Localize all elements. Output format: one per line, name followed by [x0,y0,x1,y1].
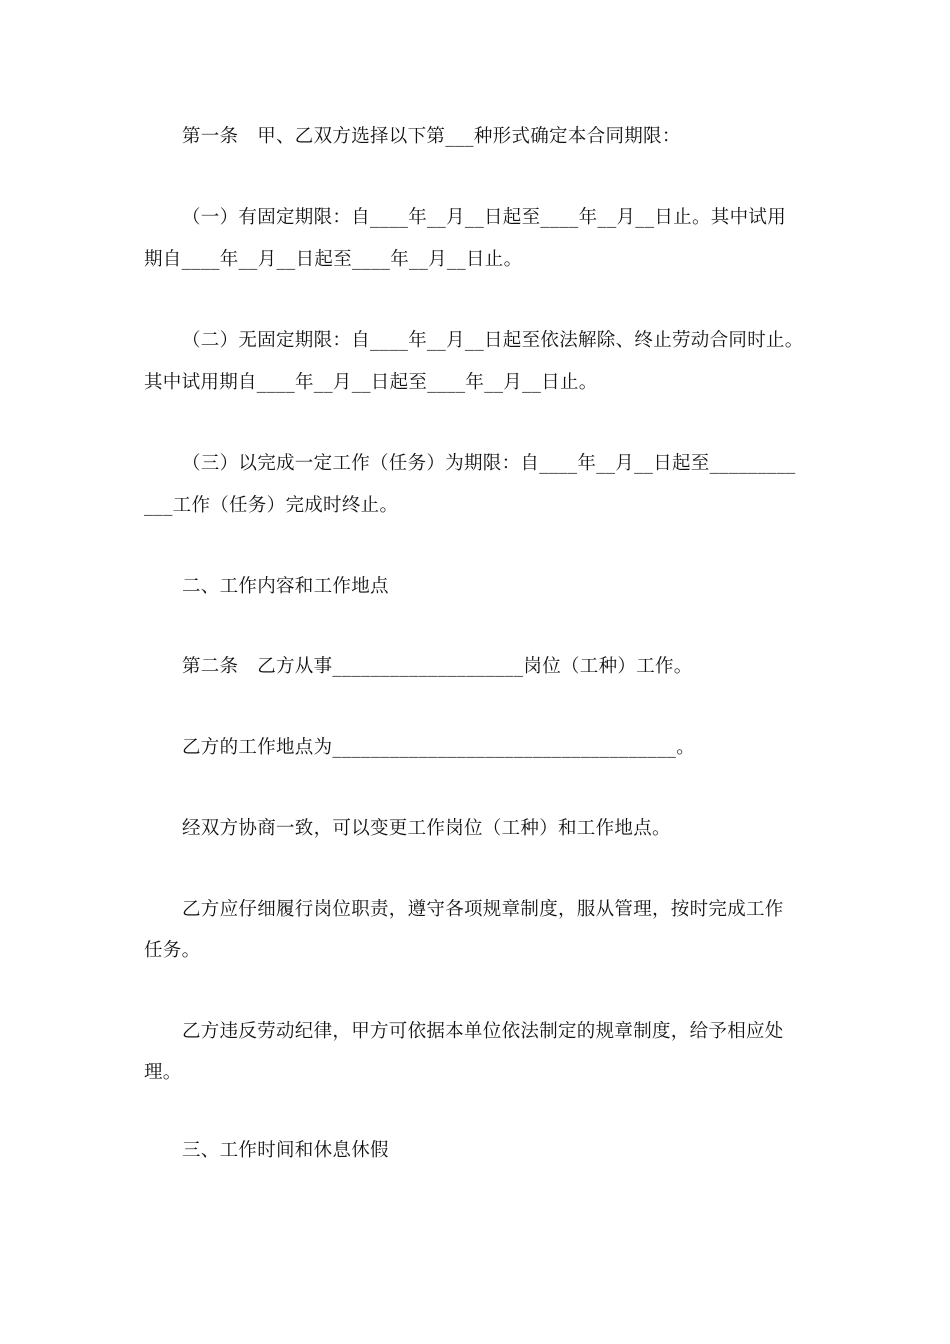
term-fixed-line-1: （一）有固定期限：自____年__月__日起至____年__月__日止。其中试用 [182,207,787,228]
article-2-line: 第二条 乙方从事____________________岗位（工种）工作。 [182,656,693,677]
article-1-line: 第一条 甲、乙双方选择以下第___种形式确定本合同期限： [182,126,681,147]
duties-line-2: 任务。 [144,940,201,961]
term-open-line-1: （二）无固定期限：自____年__月__日起至依法解除、终止劳动合同时止。 [182,330,804,351]
term-task-line-1: （三）以完成一定工作（任务）为期限：自____年__月__日起至_________ [182,453,796,474]
term-task-line-2: ___工作（任务）完成时终止。 [144,495,399,516]
term-fixed-line-2: 期自____年__月__日起至____年__月__日止。 [144,249,523,270]
work-location-line: 乙方的工作地点为____________________________________。 [182,737,696,758]
section-2-heading: 二、工作内容和工作地点 [182,576,389,597]
term-open-line-2: 其中试用期自____年__月__日起至____年__月__日止。 [144,372,598,393]
discipline-line-2: 理。 [144,1062,182,1083]
change-agreement-line: 经双方协商一致，可以变更工作岗位（工种）和工作地点。 [182,818,671,839]
section-3-heading: 三、工作时间和休息休假 [182,1140,389,1161]
duties-line-1: 乙方应仔细履行岗位职责，遵守各项规章制度，服从管理，按时完成工作 [182,899,784,920]
discipline-line-1: 乙方违反劳动纪律，甲方可依据本单位依法制定的规章制度，给予相应处 [182,1021,784,1042]
